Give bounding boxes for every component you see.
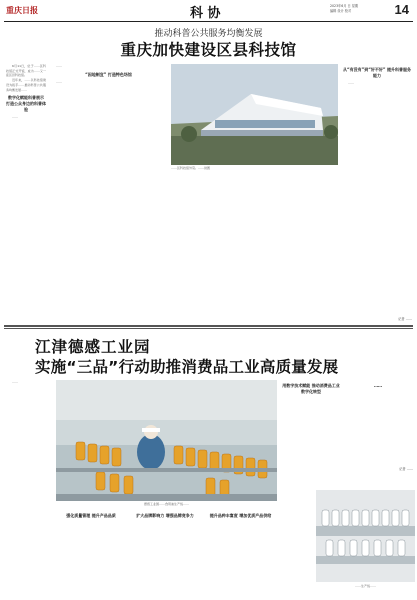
newspaper-logo: 重庆日报 — [6, 5, 38, 15]
article2-headline-line1: 江津德感工业园 — [35, 338, 151, 356]
article1-column-2 — [50, 64, 167, 322]
article2-subhead-4: 用数字技术赋能 推动消费品工业数字化转型 — [282, 383, 340, 394]
paragraph: …… — [56, 79, 62, 84]
science-museum-illustration — [171, 64, 338, 165]
issue-date: 2023年6月 日 星期 — [330, 4, 359, 8]
paragraph: …… — [12, 115, 18, 120]
article2-column-5 — [282, 380, 340, 488]
bottling-line-photo — [316, 490, 415, 582]
article1-column-4 — [342, 64, 412, 314]
article2-subhead-1: 强化质量管理 提升产品品质 — [66, 513, 116, 518]
section-title: 科 协 — [190, 6, 221, 21]
page-number: 14 — [394, 2, 409, 17]
production-line-photo-caption: 德感工业园……食用油生产线…… — [143, 502, 189, 506]
bottling-line-illustration — [316, 490, 415, 582]
article1-subhead-3: 从“有没有”到“好不好” 提升科普服务能力 — [343, 67, 411, 78]
article2-column-6 — [344, 380, 412, 464]
article2-column-1 — [6, 380, 52, 595]
masthead — [4, 2, 413, 20]
section-divider — [4, 325, 413, 327]
article1-byline: 记者 …… — [398, 317, 412, 321]
bottling-line-photo-caption: ……生产线…… — [354, 584, 376, 588]
paragraph: 6月11日，位于……区科技馆正式开馆，成为……又一座区县科技馆。 — [6, 64, 46, 78]
issue-info — [330, 4, 400, 13]
article2-headline-line2: 实施“三品”行动助推消费品工业高质量发展 — [35, 358, 339, 376]
article2-byline: 记者 …… — [399, 467, 413, 471]
article1-column-1 — [6, 64, 46, 322]
paragraph: 近年来，……以科技馆建设为抓手……推动科普公共服务均衡发展…… — [6, 78, 46, 92]
article2-column-2 — [56, 510, 126, 596]
article1-column-3 — [171, 176, 338, 322]
article2-column-4 — [204, 510, 277, 596]
article2-column-3 — [130, 510, 200, 596]
production-line-photo — [56, 380, 277, 501]
science-museum-photo — [171, 64, 338, 165]
paragraph: …… — [348, 81, 354, 85]
article2-subhead-5: …… — [374, 383, 382, 388]
production-line-illustration — [56, 380, 277, 501]
article1-headline: 重庆加快建设区县科技馆 — [120, 41, 297, 59]
science-museum-photo-caption: ……区科技馆外景。……供图 — [171, 166, 211, 170]
issue-credits: 编辑 设计 校对 — [330, 8, 352, 13]
article2-subhead-2: 扩大品牌影响力 增强品牌竞争力 — [136, 513, 194, 518]
masthead-rule — [4, 21, 413, 22]
article1-kicker: 推动科普公共服务均衡发展 — [154, 29, 263, 39]
section-divider-thin — [4, 328, 413, 329]
paragraph: …… — [12, 380, 18, 384]
paragraph: …… — [56, 64, 62, 68]
article1-subhead-2: “因地制宜” 打造特色场馆 — [85, 71, 132, 77]
article2-subhead-3: 提升品种丰富度 增加优质产品供给 — [209, 513, 272, 518]
article1-subhead-1: 数字化赋能科普展示 打造公众身边的科普体验 — [6, 95, 46, 113]
